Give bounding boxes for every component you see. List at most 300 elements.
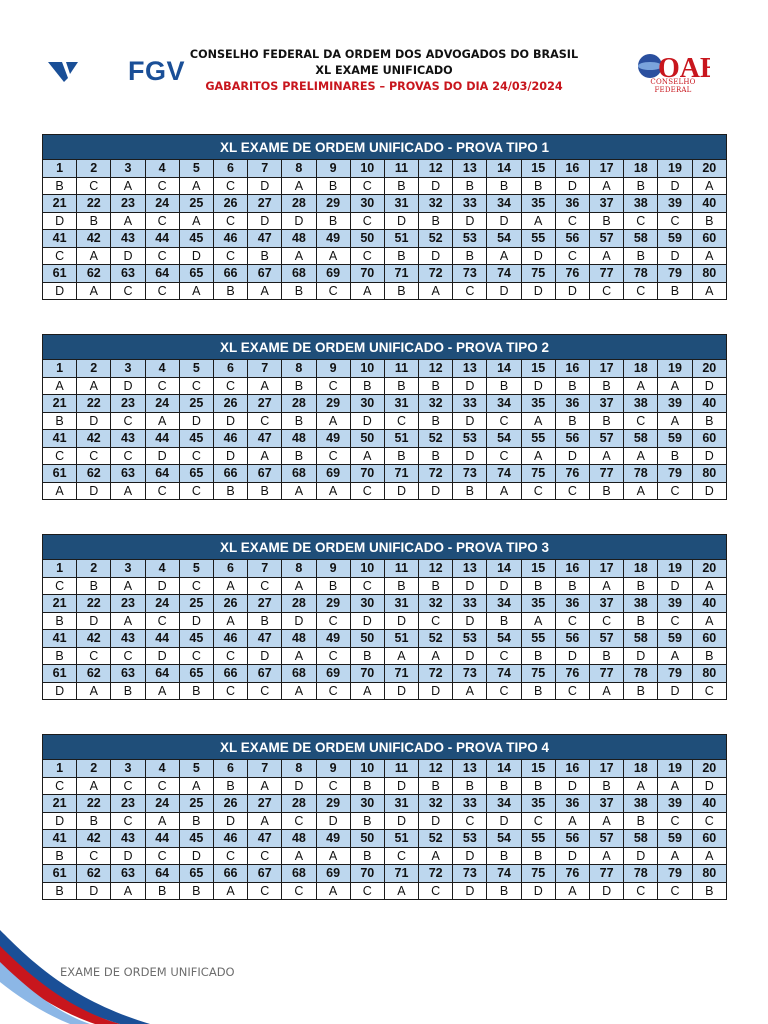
answer-cell: C [213,212,247,230]
question-number: 31 [384,195,418,213]
answer-cell: C [213,647,247,665]
question-number: 35 [521,195,555,213]
question-number: 58 [624,830,658,848]
question-number-row [43,230,727,248]
question-number: 1 [43,560,77,578]
question-number: 36 [555,395,589,413]
question-number: 72 [419,865,453,883]
question-number: 51 [384,830,418,848]
question-number: 12 [419,360,453,378]
question-number: 62 [77,665,111,683]
question-number: 26 [213,595,247,613]
question-number: 67 [248,465,282,483]
answer-cell: C [487,412,521,430]
question-number: 71 [384,465,418,483]
question-number: 29 [316,195,350,213]
question-number: 13 [453,360,487,378]
question-number: 45 [179,430,213,448]
answer-row [43,282,727,300]
answer-cell: A [248,377,282,395]
question-number: 32 [419,195,453,213]
question-number: 5 [179,360,213,378]
question-number: 26 [213,395,247,413]
answer-cell: C [316,282,350,300]
question-number: 31 [384,795,418,813]
question-number-row [43,465,727,483]
answer-cell: D [658,247,692,265]
answer-cell: B [555,412,589,430]
answer-cell: D [77,882,111,900]
answer-cell: A [658,847,692,865]
answer-cell: A [555,882,589,900]
question-number: 46 [213,830,247,848]
question-number: 74 [487,265,521,283]
question-number: 27 [248,595,282,613]
question-number: 33 [453,395,487,413]
answer-table-2 [42,334,727,500]
answer-cell: D [453,612,487,630]
question-number: 52 [419,830,453,848]
question-number: 77 [590,265,624,283]
answer-cell: B [521,647,555,665]
answer-cell: C [213,377,247,395]
question-number: 67 [248,865,282,883]
question-number: 42 [77,630,111,648]
answer-cell: C [692,812,726,830]
question-number: 50 [350,430,384,448]
question-number: 4 [145,760,179,778]
answer-row [43,212,727,230]
answer-cell: B [521,682,555,700]
answer-cell: B [624,812,658,830]
question-number: 64 [145,665,179,683]
question-number: 5 [179,560,213,578]
question-number: 25 [179,195,213,213]
answer-cell: C [419,612,453,630]
answer-cell: C [555,482,589,500]
question-number: 4 [145,160,179,178]
answer-cell: B [77,812,111,830]
answer-cell: C [555,682,589,700]
question-number: 46 [213,230,247,248]
question-number: 36 [555,795,589,813]
question-number: 45 [179,830,213,848]
answer-cell: C [111,812,145,830]
question-number: 40 [692,595,726,613]
answer-cell: B [77,577,111,595]
answer-cell: A [658,412,692,430]
question-number: 63 [111,865,145,883]
answer-cell: A [282,177,316,195]
question-number: 74 [487,865,521,883]
question-number: 39 [658,395,692,413]
answer-row [43,482,727,500]
question-number: 57 [590,430,624,448]
question-number: 44 [145,830,179,848]
question-number: 49 [316,230,350,248]
answer-cell: A [692,847,726,865]
question-number: 56 [555,630,589,648]
answer-cell: B [521,847,555,865]
question-number: 45 [179,230,213,248]
question-number: 79 [658,865,692,883]
answer-cell: D [384,612,418,630]
answer-cell: D [521,247,555,265]
answer-cell: D [487,282,521,300]
answer-cell: D [213,412,247,430]
answer-cell: C [624,212,658,230]
answer-cell: B [248,482,282,500]
answer-cell: A [624,447,658,465]
answer-cell: A [145,682,179,700]
question-number: 51 [384,630,418,648]
question-number: 51 [384,430,418,448]
question-number: 33 [453,795,487,813]
question-number: 5 [179,160,213,178]
question-number-row [43,830,727,848]
question-number: 29 [316,395,350,413]
question-number: 57 [590,830,624,848]
question-number: 38 [624,795,658,813]
answer-cell: C [145,612,179,630]
answer-cell: B [43,177,77,195]
answer-row [43,377,727,395]
question-number: 80 [692,665,726,683]
answer-cell: A [179,212,213,230]
answer-cell: D [419,482,453,500]
question-number: 19 [658,560,692,578]
answer-cell: D [384,212,418,230]
answer-cell: A [419,282,453,300]
answer-cell: D [487,812,521,830]
answer-cell: B [590,212,624,230]
answer-table-4 [42,734,727,900]
answer-cell: A [658,777,692,795]
question-number: 70 [350,665,384,683]
answer-cell: C [658,812,692,830]
answer-cell: A [692,577,726,595]
question-number: 28 [282,395,316,413]
question-number-row [43,395,727,413]
question-number: 36 [555,195,589,213]
question-number: 50 [350,630,384,648]
answer-cell: C [590,612,624,630]
question-number: 74 [487,665,521,683]
question-number: 58 [624,430,658,448]
question-number: 41 [43,430,77,448]
answer-cell: C [487,447,521,465]
answer-cell: D [248,177,282,195]
answer-cell: B [487,847,521,865]
question-number: 62 [77,465,111,483]
answer-cell: A [590,447,624,465]
answer-cell: D [521,282,555,300]
question-number: 35 [521,395,555,413]
question-number-row [43,595,727,613]
answer-cell: B [213,282,247,300]
question-number: 69 [316,465,350,483]
answer-cell: C [521,812,555,830]
question-number: 24 [145,595,179,613]
answer-cell: A [692,282,726,300]
question-number: 75 [521,865,555,883]
question-number: 38 [624,195,658,213]
question-number: 15 [521,360,555,378]
question-number: 42 [77,230,111,248]
question-number: 80 [692,865,726,883]
answer-cell: B [43,647,77,665]
question-number: 44 [145,430,179,448]
question-number: 10 [350,160,384,178]
question-number: 38 [624,595,658,613]
question-number: 41 [43,830,77,848]
question-number: 24 [145,195,179,213]
answer-cell: D [658,682,692,700]
answer-cell: D [555,777,589,795]
answer-table-1 [42,134,727,300]
answer-cell: B [487,777,521,795]
question-number: 30 [350,395,384,413]
answer-cell: C [77,847,111,865]
answer-cell: A [521,447,555,465]
question-number: 68 [282,865,316,883]
question-number: 19 [658,360,692,378]
question-number-row [43,795,727,813]
answer-cell: D [145,447,179,465]
answer-cell: A [624,482,658,500]
question-number: 22 [77,395,111,413]
answer-cell: B [692,882,726,900]
answer-cell: A [692,612,726,630]
answer-cell: B [590,377,624,395]
answer-cell: B [590,777,624,795]
question-number-row [43,665,727,683]
question-number: 53 [453,230,487,248]
answer-cell: C [111,777,145,795]
answer-cell: C [43,777,77,795]
answer-cell: D [487,577,521,595]
answer-cell: B [213,777,247,795]
answer-cell: C [282,882,316,900]
answer-cell: B [248,247,282,265]
answer-row [43,682,727,700]
question-number: 66 [213,265,247,283]
answer-row [43,577,727,595]
answer-cell: A [213,577,247,595]
question-number: 73 [453,865,487,883]
answer-cell: B [419,447,453,465]
answer-cell: C [179,447,213,465]
question-number: 47 [248,830,282,848]
question-number: 17 [590,760,624,778]
answer-cell: D [555,447,589,465]
question-number: 70 [350,265,384,283]
question-number: 47 [248,430,282,448]
question-number: 77 [590,865,624,883]
answer-cell: B [282,377,316,395]
answer-cell: B [555,577,589,595]
question-number: 61 [43,665,77,683]
answer-cell: C [384,412,418,430]
answer-cell: A [145,412,179,430]
answer-cell: D [111,377,145,395]
answer-cell: B [350,377,384,395]
question-number: 63 [111,465,145,483]
question-number: 39 [658,195,692,213]
answer-cell: C [213,682,247,700]
svg-text:OAB: OAB [658,53,710,80]
answer-cell: C [145,482,179,500]
answer-cell: B [111,682,145,700]
question-number: 27 [248,195,282,213]
answer-cell: B [419,577,453,595]
question-number: 41 [43,630,77,648]
answer-cell: C [692,682,726,700]
answer-cell: A [521,612,555,630]
answer-cell: A [692,177,726,195]
question-number: 34 [487,395,521,413]
answer-cell: D [145,647,179,665]
answer-cell: C [43,577,77,595]
answer-cell: C [282,812,316,830]
answer-cell: B [521,577,555,595]
answer-cell: A [419,647,453,665]
question-number: 76 [555,665,589,683]
answer-cell: C [248,577,282,595]
answer-row [43,612,727,630]
question-number: 16 [555,560,589,578]
answer-cell: B [624,247,658,265]
question-number: 40 [692,795,726,813]
answer-cell: B [350,777,384,795]
title-line-3: GABARITOS PRELIMINARES – PROVAS DO DIA 24/03/2024 [205,80,563,93]
question-number: 73 [453,665,487,683]
answer-cell: A [179,777,213,795]
answer-cell: A [77,377,111,395]
answer-cell: B [316,212,350,230]
question-number: 37 [590,395,624,413]
answer-cell: A [282,647,316,665]
question-number: 2 [77,560,111,578]
question-number: 59 [658,630,692,648]
question-number: 37 [590,195,624,213]
answer-cell: C [248,847,282,865]
question-number: 43 [111,230,145,248]
question-number: 71 [384,265,418,283]
question-number: 7 [248,560,282,578]
question-number: 53 [453,430,487,448]
answer-cell: B [384,377,418,395]
question-number: 75 [521,265,555,283]
question-number: 59 [658,230,692,248]
question-number: 38 [624,395,658,413]
question-number: 33 [453,595,487,613]
question-number: 57 [590,630,624,648]
question-number: 18 [624,560,658,578]
answer-cell: C [111,412,145,430]
question-number: 79 [658,465,692,483]
question-number: 7 [248,760,282,778]
question-number: 8 [282,360,316,378]
answer-cell: D [282,612,316,630]
answer-cell: A [658,377,692,395]
question-number: 55 [521,830,555,848]
answer-row [43,847,727,865]
answer-cell: D [555,647,589,665]
answer-cell: D [282,777,316,795]
answer-cell: B [43,847,77,865]
answer-cell: A [43,482,77,500]
answer-cell: C [487,647,521,665]
answer-cell: D [590,882,624,900]
question-number-row [43,430,727,448]
answer-cell: A [316,882,350,900]
answer-cell: B [282,282,316,300]
oab-subtitle: CONSELHO FEDERAL [650,78,696,94]
question-number: 4 [145,560,179,578]
answer-cell: C [43,247,77,265]
question-number: 9 [316,360,350,378]
answer-cell: D [384,777,418,795]
answer-cell: A [77,282,111,300]
question-number: 66 [213,865,247,883]
question-number: 29 [316,595,350,613]
answer-cell: D [384,682,418,700]
answer-cell: D [453,377,487,395]
answer-cell: D [453,412,487,430]
answer-cell: C [453,282,487,300]
answer-cell: A [419,847,453,865]
question-number: 61 [43,865,77,883]
question-number: 6 [213,560,247,578]
question-number: 32 [419,595,453,613]
question-number: 10 [350,760,384,778]
question-number: 69 [316,865,350,883]
question-number: 73 [453,465,487,483]
table-title: XL EXAME DE ORDEM UNIFICADO - PROVA TIPO 3 [43,535,727,560]
question-number: 2 [77,160,111,178]
question-number: 12 [419,760,453,778]
answer-cell: A [350,682,384,700]
question-number: 58 [624,630,658,648]
answer-cell: C [145,282,179,300]
table-title: XL EXAME DE ORDEM UNIFICADO - PROVA TIPO 2 [43,335,727,360]
question-number: 23 [111,195,145,213]
question-number-row [43,265,727,283]
answer-cell: A [111,177,145,195]
question-number: 13 [453,560,487,578]
question-number: 12 [419,160,453,178]
question-number: 60 [692,230,726,248]
answer-cell: B [624,682,658,700]
answer-cell: A [487,247,521,265]
answer-cell: A [316,247,350,265]
question-number: 1 [43,760,77,778]
answer-cell: B [555,377,589,395]
answer-cell: A [111,882,145,900]
question-number: 9 [316,760,350,778]
answer-cell: B [487,177,521,195]
answer-cell: B [282,412,316,430]
answer-cell: B [590,412,624,430]
answer-cell: C [658,482,692,500]
answer-cell: D [555,177,589,195]
question-number: 20 [692,360,726,378]
answer-cell: D [350,612,384,630]
answer-cell: C [555,212,589,230]
question-number: 27 [248,795,282,813]
question-number-row [43,160,727,178]
